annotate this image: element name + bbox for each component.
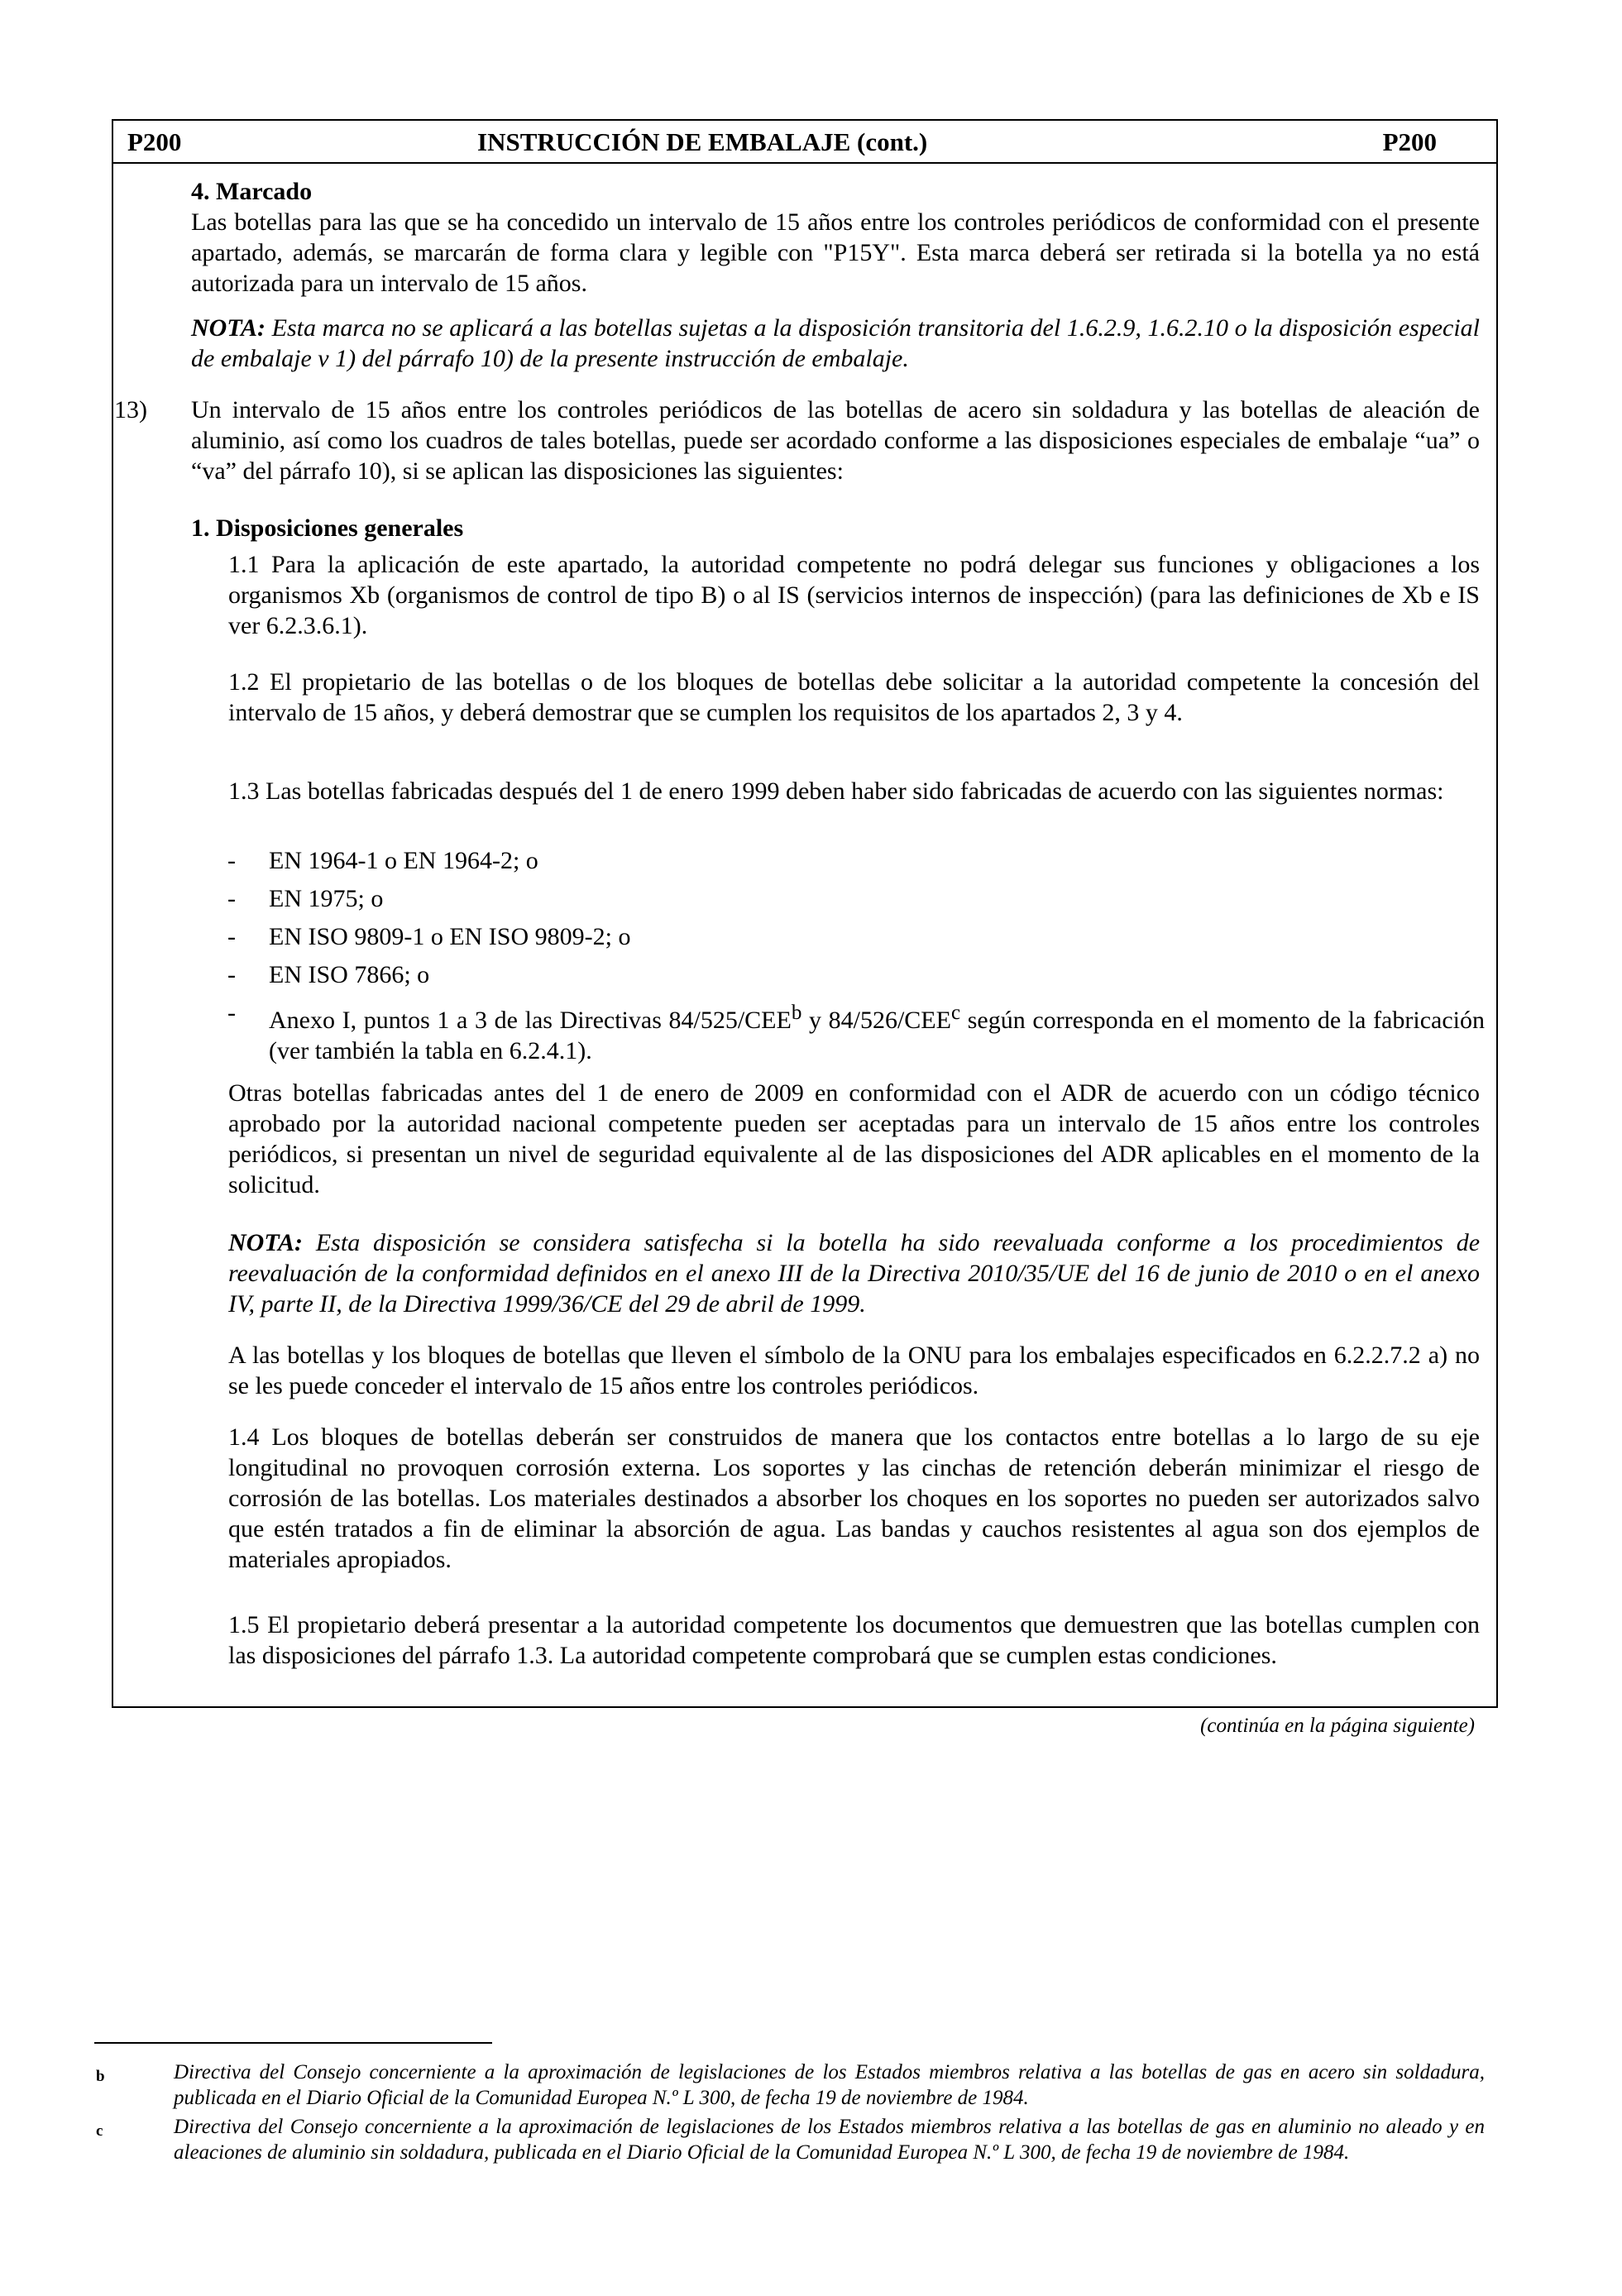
annex-item: Anexo I, puntos 1 a 3 de las Directivas 84/525/CEE$^b$ y 84/526/CEE$^c$ según corresponda en el momento de la fabricación (ver también la tabla en 6.2.4.1). [269, 1002, 1485, 1064]
standard-item: EN ISO 7866; o [269, 961, 430, 988]
clause-1-1: 1.1 Para la aplicación de este apartado, la autoridad competente no podrá delegar sus funciones y obligaciones a los organismos Xb (organismos de control de tipo B) o al IS (servicios internos de inspección) (para las definiciones de Xb e IS ver 6.2.3.6.1). [228, 551, 1480, 639]
standard-item: EN 1975; o [269, 885, 384, 912]
paragraph-13-text: Un intervalo de 15 años entre los controles periódicos de las botellas de acero sin soldadura y las botellas de aleación de aluminio, así como los cuadros de tales botellas, puede ser acordado conforme a las disposiciones especiales de embalaje “ua” o “va” del párrafo 10), si se aplican las disposiciones las siguientes: [191, 396, 1480, 485]
marking-note-label: NOTA: [191, 314, 266, 342]
footnote-ref-b: b [791, 1002, 802, 1024]
continued-note: (continúa en la página siguiente) [1200, 1715, 1475, 1737]
section-heading: 1. Disposiciones generales [191, 514, 464, 542]
footnote-mark: c [96, 2122, 103, 2140]
section-note-label: NOTA: [228, 1229, 303, 1256]
marking-heading: 4. Marcado [191, 178, 313, 205]
marking-note-text: Esta marca no se aplicará a las botellas sujetas a la disposición transitoria del 1.6.2.9, 1.6.2.10 o la disposición especial de embalaje v 1) del párrafo 10) de la presente instrucción de embalaje. [191, 314, 1481, 372]
footnote-c: Directiva del Consejo concerniente a la aproximación de legislaciones de los Estados miembros relativa a las botellas de gas en aluminio no aleado y en aleaciones de aluminio sin soldadura, publicada en el Diario Oficial de la Comunidad Europea N.º L 300, de fecha 19 de noviembre de 1984. [174, 2116, 1485, 2164]
header-title: INSTRUCCIÓN DE EMBALAJE (cont.) [477, 127, 928, 156]
section-note [228, 1227, 1480, 1319]
footnote-b: Directiva del Consejo concerniente a la aproximación de legislaciones de los Estados miembros relativa a las botellas de gas en acero sin soldadura, publicada en el Diario Oficial de la Comunidad Europea N.º L 300, de fecha 19 de noviembre de 1984. [174, 2061, 1485, 2109]
paragraph-number: 13) [114, 396, 147, 423]
footnote-separator [94, 2042, 492, 2044]
header-code-left: P200 [127, 127, 182, 156]
footnote-mark: b [96, 2068, 105, 2085]
table-header [113, 121, 1496, 164]
clause-1-4: 1.4 Los bloques de botellas deberán ser construidos de manera que los contactos entre botellas a lo largo de su eje longitudinal no provoquen corrosión externa. Los soportes y las cinchas de retención deberán minimizar el riesgo de corrosión de las botellas. Los materiales destinados a absorber los choques en los soportes no pueden ser autorizados salvo que estén tratados a fin de eliminar la absorción de agua. Las bandas y cauchos resistentes al agua son dos ejemplos de materiales apropiados. [228, 1423, 1480, 1573]
standard-item: EN 1964-1 o EN 1964-2; o [269, 847, 538, 874]
header-code-right: P200 [1382, 127, 1437, 156]
clause-1-2: 1.2 El propietario de las botellas o de los bloques de botellas debe solicitar a la autoridad competente la concesión del intervalo de 15 años, y deberá demostrar que se cumplen los requisitos de los apartados 2, 3 y 4. [228, 668, 1480, 726]
section-note-text: Esta disposición se considera satisfecha si la botella ha sido reevaluada conforme a los procedimientos de reevaluación de la conformidad definidos en el anexo III de la Directiva 2010/35/UE del 16 de junio de 2010 o en el anexo IV, parte II, de la Directiva 1999/36/CE del 29 de abril de 1999. [228, 1229, 1481, 1318]
clause-1-3: 1.3 Las botellas fabricadas después del 1 de enero 1999 deben haber sido fabricadas de acuerdo con las siguientes normas: [228, 777, 1444, 805]
onu-paragraph: A las botellas y los bloques de botellas que lleven el símbolo de la ONU para los embalajes especificados en 6.2.2.7.2 a) no se les puede conceder el intervalo de 15 años entre los controles periódicos. [228, 1342, 1480, 1399]
marking-note [191, 313, 1480, 374]
footnote-ref-c: c [950, 1002, 961, 1024]
marking-body: Las botellas para las que se ha concedido un intervalo de 15 años entre los controles periódicos de conformidad con el presente apartado, además, se marcarán de forma clara y legible con "P15Y". Esta marca deberá ser retirada si la botella ya no está autorizada para un intervalo de 15 años. [191, 208, 1480, 297]
clause-1-5: 1.5 El propietario deberá presentar a la autoridad competente los documentos que demuestren que las botellas cumplen con las disposiciones del párrafo 1.3. La autoridad competente comprobará que se cumplen estas condiciones. [228, 1611, 1480, 1669]
other-cylinders: Otras botellas fabricadas antes del 1 de enero de 2009 en conformidad con el ADR de acuerdo con un código técnico aprobado por la autoridad nacional competente pueden ser aceptadas para un intervalo de 15 años entre los controles periódicos, si presentan un nivel de seguridad equivalente al de las disposiciones del ADR aplicables en el momento de la solicitud. [228, 1079, 1480, 1198]
standard-item: EN ISO 9809-1 o EN ISO 9809-2; o [269, 923, 631, 950]
